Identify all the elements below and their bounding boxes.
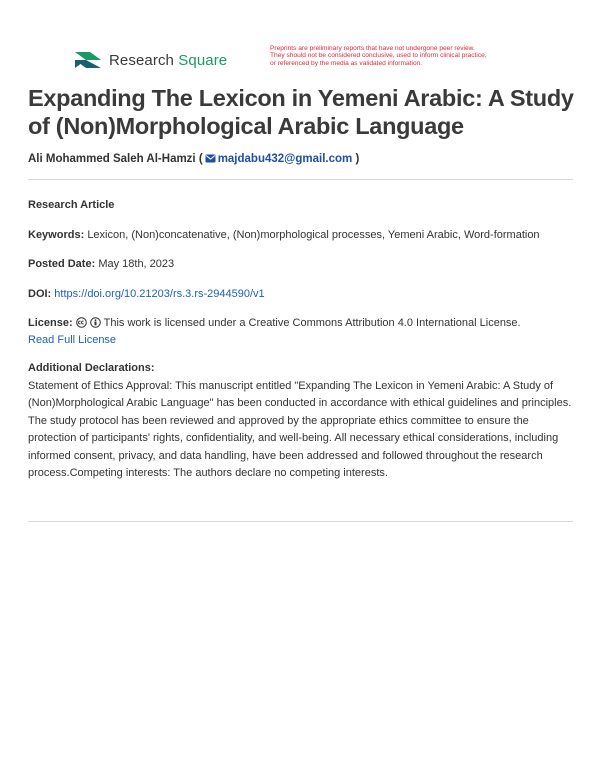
read-license-row — [28, 332, 116, 349]
author-email-link[interactable]: majdabu432@gmail.com — [217, 153, 353, 165]
read-full-license-link[interactable]: Read Full License — [28, 334, 117, 346]
notice-line: Preprints are preliminary reports that have not undergone peer review. — [270, 45, 475, 52]
envelope-icon — [205, 154, 216, 163]
logo-word-research: Research — [109, 51, 174, 69]
doi-label: DOI: — [28, 288, 52, 300]
keywords-value: Lexicon, (Non)concatenative, (Non)morphological processes, Yemeni Arabic, Word-formation — [87, 229, 540, 241]
author-paren-close: ) — [355, 153, 360, 165]
doi-link[interactable]: https://doi.org/10.21203/rs.3.rs-2944590/v1 — [54, 288, 265, 300]
posted-date-label: Posted Date: — [28, 258, 96, 270]
attribution-icon — [90, 317, 101, 328]
preprint-notice — [270, 45, 560, 67]
license-label: License: — [28, 317, 73, 329]
paper-title: Expanding The Lexicon in Yemeni Arabic: A Study of (Non)Morphological Arabic Language — [28, 85, 574, 139]
divider — [28, 179, 573, 180]
license-row — [28, 315, 521, 332]
author-line — [28, 153, 359, 165]
posted-date-row — [28, 256, 174, 273]
divider — [28, 521, 573, 522]
declarations-body: Statement of Ethics Approval: This manuscript entitled "Expanding The Lexicon in Yemeni Arabic: A Study of (Non)Morphological Arabic Language" has been conducted in accordance with ethical guidelines and principles. The study protocol has been reviewed and approved by the appropriate ethics committee to ensure the protection of participants' rights, confidentiality, and well-being. All necessary ethical considerations, including informed consent, privacy, and data handling, have been addressed and followed throughout the research process.Competing interests: The authors declare no competing interests. — [28, 380, 572, 480]
logo-word-square: Square — [178, 51, 228, 69]
declarations-heading: Additional Declarations: — [28, 362, 155, 374]
keywords-row — [28, 227, 540, 244]
license-text: This work is licensed under a Creative Commons Attribution 4.0 International License. — [103, 317, 521, 329]
research-square-logo-icon — [73, 49, 103, 71]
author-paren-open: ( — [198, 153, 203, 165]
posted-date-value: May 18th, 2023 — [98, 258, 175, 270]
notice-line: or referenced by the media as validated information. — [270, 59, 423, 67]
keywords-label: Keywords: — [28, 229, 85, 241]
research-square-logo[interactable] — [73, 48, 227, 72]
article-type: Research Article — [28, 199, 115, 211]
doi-row — [28, 286, 265, 303]
creative-commons-icon — [76, 317, 87, 328]
notice-line: They should not be considered conclusive, used to inform clinical practice, — [270, 52, 487, 60]
logo-text — [109, 52, 227, 69]
author-name: Ali Mohammed Saleh Al-Hamzi — [28, 153, 196, 165]
